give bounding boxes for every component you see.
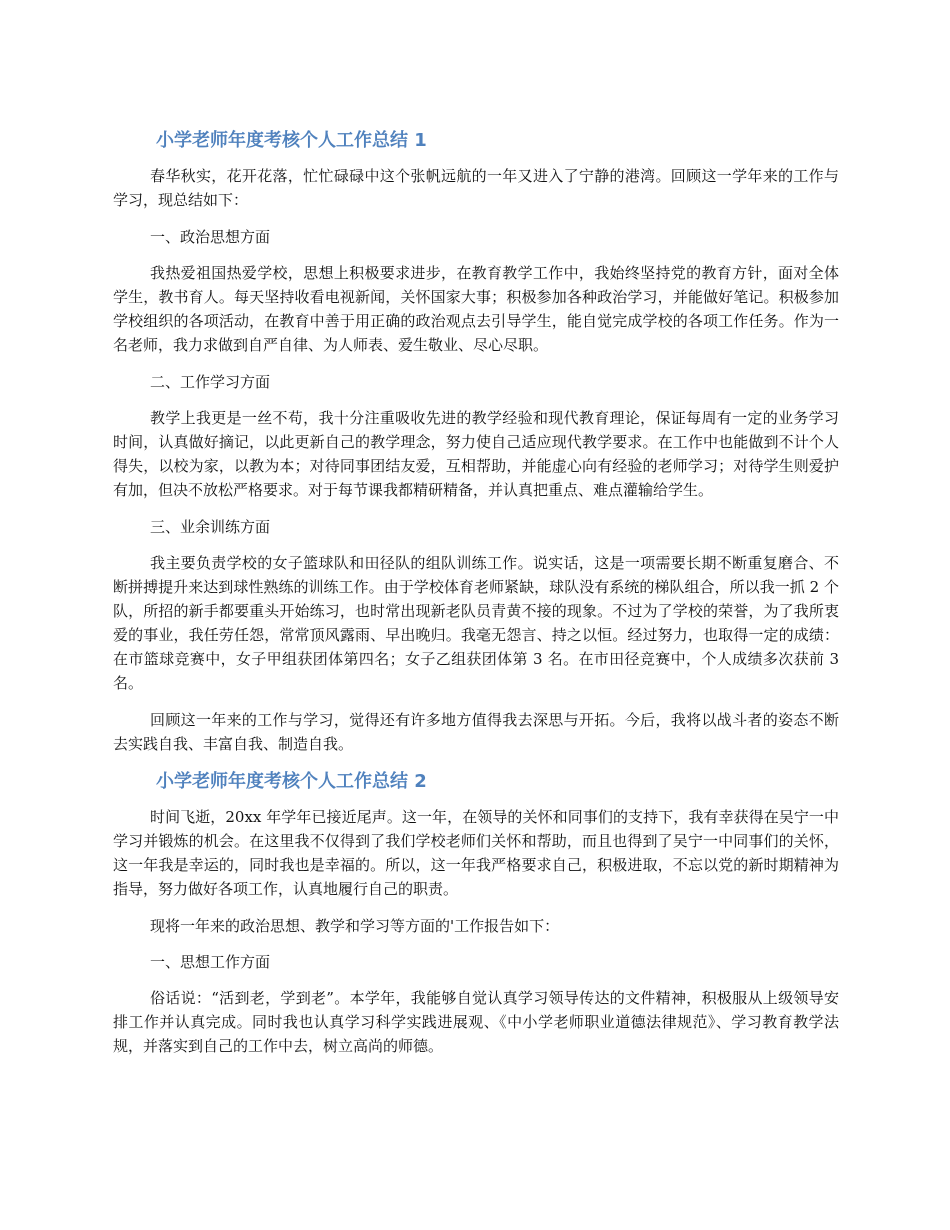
paragraph: 我主要负责学校的女子篮球队和田径队的组队训练工作。说实话，这是一项需要长期不断重复磨合、不断拼搏提升来达到球性熟练的训练工作。由于学校体育老师紧缺，球队没有系统的梯队组合，所以我一抓 2 个队，所招的新手都要重头开始练习，也时常出现新老队员青黄不接的现象。不过为了学校的荣誉，为了我所衷爱的事业，我任劳任怨，常常顶风露雨、早出晚归。我毫无怨言、持之以恒。经过努力，也取得一定的成绩：在市篮球竞赛中，女子甲组获团体第四名；女子乙组获团体第 3 名。在市田径竞赛中，个人成绩多次获前 3 名。 <box>113 554 839 692</box>
subheading: 一、思想工作方面 <box>150 953 271 971</box>
paragraph: 现将一年来的政治思想、教学和学习等方面的'工作报告如下： <box>150 917 560 935</box>
section-2-title: 小学老师年度考核个人工作总结 2 <box>156 771 427 792</box>
subheading: 二、工作学习方面 <box>150 373 271 391</box>
subheading: 三、业余训练方面 <box>150 518 271 536</box>
document-page <box>113 124 839 1071</box>
section-1-title: 小学老师年度考核个人工作总结 1 <box>156 130 427 151</box>
paragraph: 回顾这一年来的工作与学习，觉得还有许多地方值得我去深思与开拓。今后，我将以战斗者的姿态不断去实践自我、丰富自我、制造自我。 <box>113 711 839 753</box>
paragraph: 教学上我更是一丝不苟，我十分注重吸收先进的教学经验和现代教育理论，保证每周有一定的业务学习时间，认真做好摘记，以此更新自己的教学理念，努力使自己适应现代教学要求。在工作中也能做到不计个人得失，以校为家，以教为本；对待同事团结友爱，互相帮助，并能虚心向有经验的老师学习；对待学生则爱护有加，但决不放松严格要求。对于每节课我都精研精备，并认真把重点、难点灌输给学生。 <box>113 409 839 499</box>
paragraph: 俗话说：“活到老，学到老”。本学年，我能够自觉认真学习领导传达的文件精神，积极服从上级领导安排工作并认真完成。同时我也认真学习科学实践进展观、《中小学老师职业道德法律规范》、学习教育教学法规，并落实到自己的工作中去，树立高尚的师德。 <box>113 989 839 1055</box>
paragraph: 春华秋实，花开花落，忙忙碌碌中这个张帆远航的一年又进入了宁静的港湾。回顾这一学年来的工作与学习，现总结如下： <box>113 167 839 209</box>
paragraph: 我热爱祖国热爱学校，思想上积极要求进步，在教育教学工作中，我始终坚持党的教育方针，面对全体学生，教书育人。每天坚持收看电视新闻，关怀国家大事；积极参加各种政治学习，并能做好笔记。积极参加学校组织的各项活动，在教育中善于用正确的政治观点去引导学生，能自觉完成学校的各项工作任务。作为一名老师，我力求做到自严自律、为人师表、爱生敬业、尽心尽职。 <box>113 264 839 354</box>
subheading: 一、政治思想方面 <box>150 228 271 246</box>
paragraph: 时间飞逝，20xx 年学年已接近尾声。这一年，在领导的关怀和同事们的支持下，我有幸获得在吴宁一中学习并锻炼的机会。在这里我不仅得到了我们学校老师们关怀和帮助，而且也得到了吴宁一中同事们的关怀，这一年我是幸运的，同时我也是幸福的。所以，这一年我严格要求自己，积极进取，不忘以党的新时期精神为指导，努力做好各项工作，认真地履行自己的职责。 <box>113 808 839 898</box>
